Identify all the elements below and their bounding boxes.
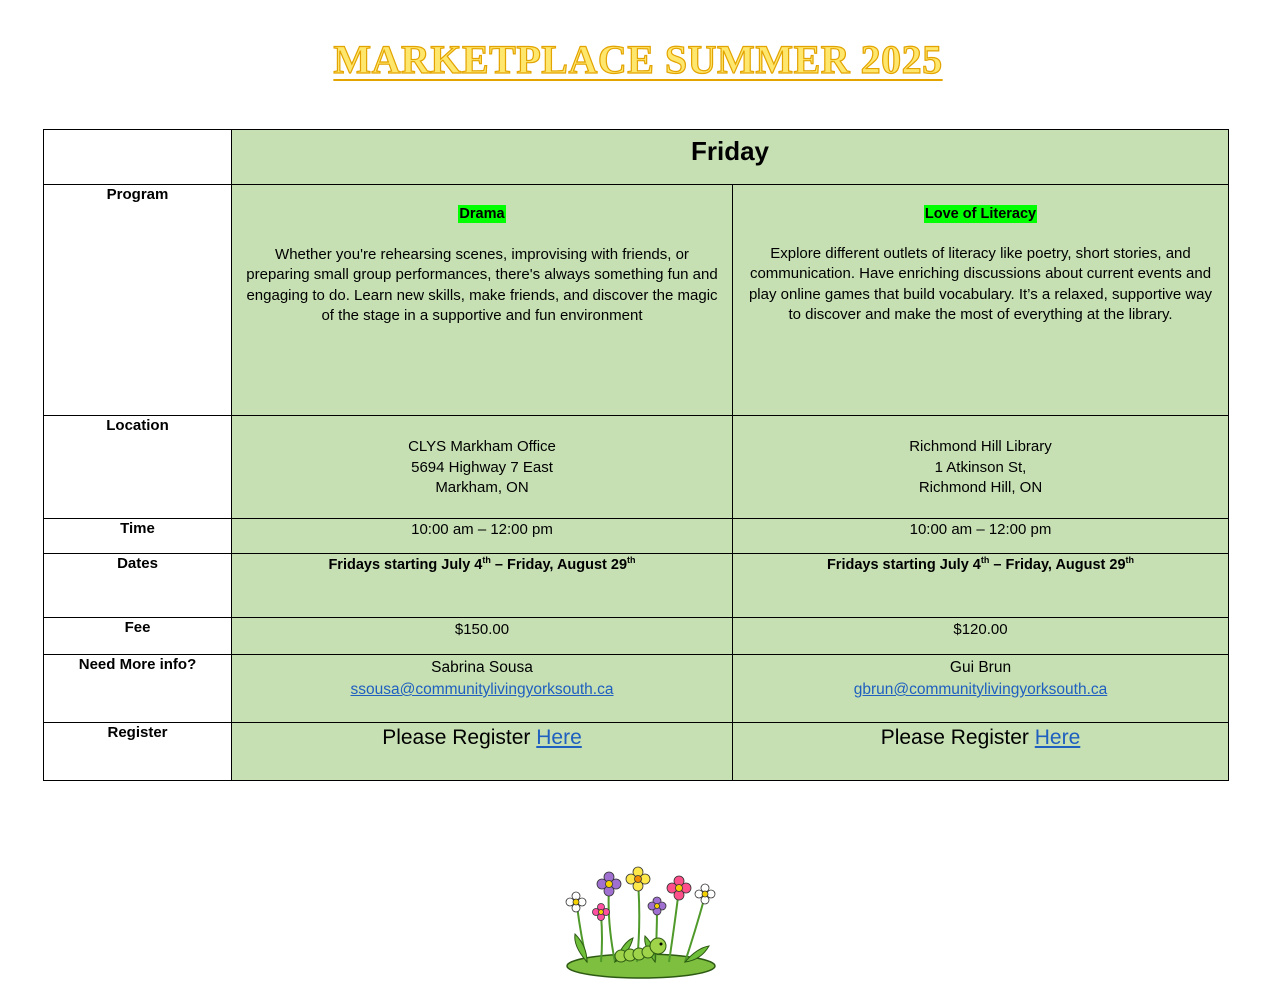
day-header bbox=[232, 130, 1229, 185]
register-text: Please Register bbox=[382, 726, 537, 749]
program-name: Love of Literacy bbox=[924, 206, 1037, 222]
time-cell-literacy bbox=[733, 519, 1229, 554]
time-row bbox=[44, 519, 1229, 554]
location-row bbox=[44, 416, 1229, 519]
register-cell-drama bbox=[232, 723, 733, 781]
location-cell-literacy bbox=[733, 416, 1229, 519]
program-description: Explore different outlets of literacy like poetry, short stories, and communication. Have enriching discussions about current events and play online games that build vocabulary. It’s a relaxed, supportive way to discover and make the most of everything at the library. bbox=[748, 244, 1213, 323]
fee-cell-literacy bbox=[733, 618, 1229, 655]
schedule-table bbox=[43, 129, 1229, 781]
header-row bbox=[44, 130, 1229, 185]
row-label-time: Time bbox=[44, 519, 232, 554]
location-line: Richmond Hill Library bbox=[909, 438, 1052, 455]
fee-value: $120.00 bbox=[953, 621, 1008, 638]
contact-name: Gui Brun bbox=[949, 659, 1012, 676]
program-description: Whether you're rehearsing scenes, improvising with friends, or preparing small group performances, there's always something fun and engaging to do. Learn new skills, make friends, and discover the magic of the stage in a supportive and fun environment bbox=[246, 245, 718, 324]
flowers-clipart-icon bbox=[563, 862, 719, 980]
program-cell-literacy bbox=[733, 185, 1229, 416]
dates-value: Fridays starting July 4th – Friday, August 29th bbox=[826, 555, 1135, 573]
row-label-fee: Fee bbox=[44, 618, 232, 655]
time-value: 10:00 am – 12:00 pm bbox=[411, 521, 553, 538]
location-line: CLYS Markham Office bbox=[408, 438, 556, 455]
register-cell-literacy bbox=[733, 723, 1229, 781]
dates-value: Fridays starting July 4th – Friday, August 29th bbox=[328, 555, 636, 573]
location-line: Markham, ON bbox=[435, 479, 529, 496]
time-value: 10:00 am – 12:00 pm bbox=[909, 521, 1052, 538]
fee-row bbox=[44, 618, 1229, 655]
register-here-link[interactable]: Here bbox=[536, 726, 582, 749]
location-cell-drama bbox=[232, 416, 733, 519]
contact-email-link[interactable]: ssousa@communitylivingyorksouth.ca bbox=[350, 681, 614, 698]
location-line: 5694 Highway 7 East bbox=[411, 458, 553, 476]
header-empty-cell bbox=[44, 130, 232, 185]
program-row bbox=[44, 185, 1229, 416]
dates-row bbox=[44, 554, 1229, 618]
info-row bbox=[44, 655, 1229, 723]
location-line: Richmond Hill, ON bbox=[918, 479, 1043, 496]
row-label-register: Register bbox=[44, 723, 232, 781]
info-cell-literacy bbox=[733, 655, 1229, 723]
row-label-program: Program bbox=[44, 185, 232, 416]
program-name: Drama bbox=[459, 206, 505, 222]
program-cell-drama bbox=[232, 185, 733, 416]
dates-cell-drama bbox=[232, 554, 733, 618]
info-cell-drama bbox=[232, 655, 733, 723]
row-label-info: Need More info? bbox=[44, 655, 232, 723]
fee-value: $150.00 bbox=[454, 621, 510, 638]
dates-cell-literacy bbox=[733, 554, 1229, 618]
row-label-dates: Dates bbox=[44, 554, 232, 618]
row-label-location: Location bbox=[44, 416, 232, 519]
page-title: MARKETPLACE SUMMER 2025 bbox=[333, 37, 943, 82]
contact-name: Sabrina Sousa bbox=[431, 659, 533, 676]
register-here-link[interactable]: Here bbox=[1034, 726, 1081, 749]
day-label: Friday bbox=[690, 136, 770, 166]
time-cell-drama bbox=[232, 519, 733, 554]
location-line: 1 Atkinson St, bbox=[934, 458, 1027, 476]
fee-cell-drama bbox=[232, 618, 733, 655]
register-text: Please Register bbox=[880, 726, 1035, 749]
register-row bbox=[44, 723, 1229, 781]
contact-email-link[interactable]: gbrun@communitylivingyorksouth.ca bbox=[853, 681, 1108, 698]
